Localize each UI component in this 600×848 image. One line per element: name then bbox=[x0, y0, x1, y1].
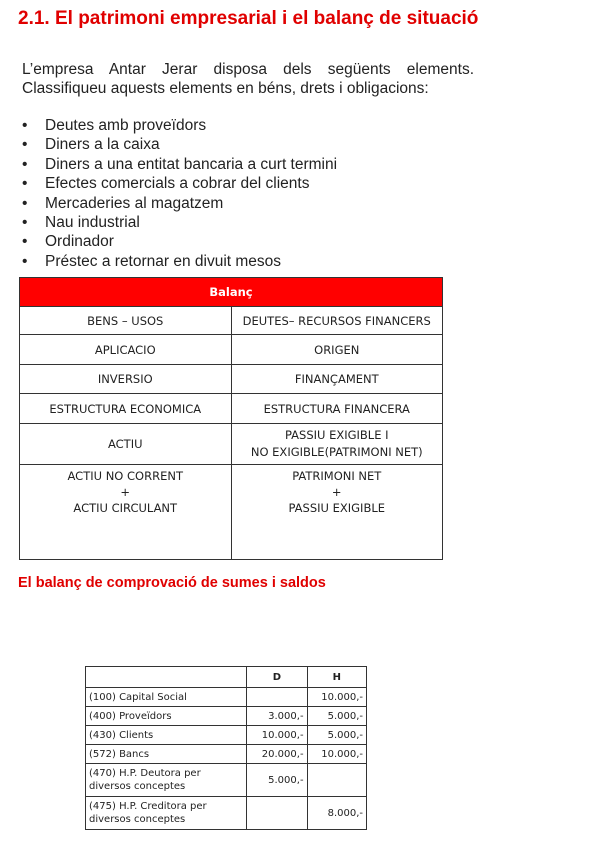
credit-header: H bbox=[307, 667, 366, 688]
debit-header: D bbox=[247, 667, 307, 688]
account-header bbox=[86, 667, 247, 688]
table-cell: ORIGEN bbox=[231, 335, 443, 365]
account-cell: (430) Clients bbox=[86, 726, 247, 745]
debit-cell: 20.000,- bbox=[247, 745, 307, 764]
debit-cell: 5.000,- bbox=[247, 764, 307, 797]
actiu-no-corrent: ACTIU NO CORRENT bbox=[67, 469, 183, 483]
balanc-header: Balanç bbox=[20, 278, 443, 307]
debit-cell bbox=[247, 797, 307, 830]
table-row bbox=[86, 707, 367, 726]
passiu-line-2: NO EXIGIBLE(PATRIMONI NET) bbox=[250, 445, 423, 459]
page-title: 2.1. El patrimoni empresarial i el balanç de situació bbox=[18, 8, 479, 29]
account-cell bbox=[86, 764, 247, 797]
table-header-row bbox=[86, 667, 367, 688]
table-row bbox=[20, 394, 443, 424]
plus-sign: + bbox=[331, 485, 342, 499]
actiu-circulant: ACTIU CIRCULANT bbox=[73, 501, 178, 515]
account-cell bbox=[86, 797, 247, 830]
account-line-2: diversos conceptes bbox=[89, 814, 186, 825]
table-cell: FINANÇAMENT bbox=[231, 365, 443, 394]
account-cell: (400) Proveïdors bbox=[86, 707, 247, 726]
table-row bbox=[20, 307, 443, 335]
table-row bbox=[20, 335, 443, 365]
list-item: • Diners a la caixa bbox=[22, 135, 337, 154]
table-cell bbox=[231, 465, 443, 560]
table-header-row bbox=[20, 278, 443, 307]
account-line-1: (475) H.P. Creditora per bbox=[89, 801, 207, 812]
list-item: • Mercaderies al magatzem bbox=[22, 194, 337, 213]
passiu-exigible: PASSIU EXIGIBLE bbox=[288, 501, 386, 515]
table-row bbox=[20, 465, 443, 560]
section-subtitle: El balanç de comprovació de sumes i saldos bbox=[18, 575, 326, 591]
table-row bbox=[86, 764, 367, 797]
table-cell: DEUTES– RECURSOS FINANCERS bbox=[231, 307, 443, 335]
table-row bbox=[86, 726, 367, 745]
comprovacio-table bbox=[85, 666, 367, 830]
account-cell: (572) Bancs bbox=[86, 745, 247, 764]
credit-cell: 5.000,- bbox=[307, 726, 366, 745]
table-row bbox=[86, 797, 367, 830]
table-cell: ESTRUCTURA FINANCERA bbox=[231, 394, 443, 424]
account-cell: (100) Capital Social bbox=[86, 688, 247, 707]
debit-cell: 3.000,- bbox=[247, 707, 307, 726]
table-cell: ESTRUCTURA ECONOMICA bbox=[20, 394, 232, 424]
table-row bbox=[86, 688, 367, 707]
list-item: • Ordinador bbox=[22, 232, 337, 251]
list-item: • Nau industrial bbox=[22, 213, 337, 232]
table-row bbox=[20, 424, 443, 465]
table-cell: BENS – USOS bbox=[20, 307, 232, 335]
credit-cell: 10.000,- bbox=[307, 745, 366, 764]
list-item: • Efectes comercials a cobrar del clients bbox=[22, 174, 337, 193]
plus-sign: + bbox=[120, 485, 131, 499]
table-row bbox=[20, 365, 443, 394]
intro-line-2: Classifiqueu aquests elements en béns, drets i obligacions: bbox=[22, 80, 429, 97]
table-cell: APLICACIO bbox=[20, 335, 232, 365]
table-row bbox=[86, 745, 367, 764]
intro-paragraph bbox=[22, 60, 474, 98]
balanc-table bbox=[19, 277, 443, 560]
account-line-1: (470) H.P. Deutora per bbox=[89, 768, 201, 779]
table-cell: INVERSIO bbox=[20, 365, 232, 394]
debit-cell: 10.000,- bbox=[247, 726, 307, 745]
table-cell: ACTIU bbox=[20, 424, 232, 465]
intro-line-1: L’empresa Antar Jerar disposa dels següents elements. bbox=[22, 61, 474, 78]
credit-cell bbox=[307, 764, 366, 797]
list-item: • Préstec a retornar en divuit mesos bbox=[22, 252, 337, 271]
debit-cell bbox=[247, 688, 307, 707]
credit-cell: 10.000,- bbox=[307, 688, 366, 707]
passiu-line-1: PASSIU EXIGIBLE I bbox=[284, 428, 389, 442]
patrimoni-net: PATRIMONI NET bbox=[292, 469, 382, 483]
list-item: • Diners a una entitat bancaria a curt termini bbox=[22, 155, 337, 174]
elements-list bbox=[22, 116, 337, 271]
table-cell bbox=[20, 465, 232, 560]
credit-cell: 8.000,- bbox=[307, 797, 366, 830]
list-item: • Deutes amb proveïdors bbox=[22, 116, 337, 135]
table-cell bbox=[231, 424, 443, 465]
credit-cell: 5.000,- bbox=[307, 707, 366, 726]
account-line-2: diversos conceptes bbox=[89, 781, 186, 792]
